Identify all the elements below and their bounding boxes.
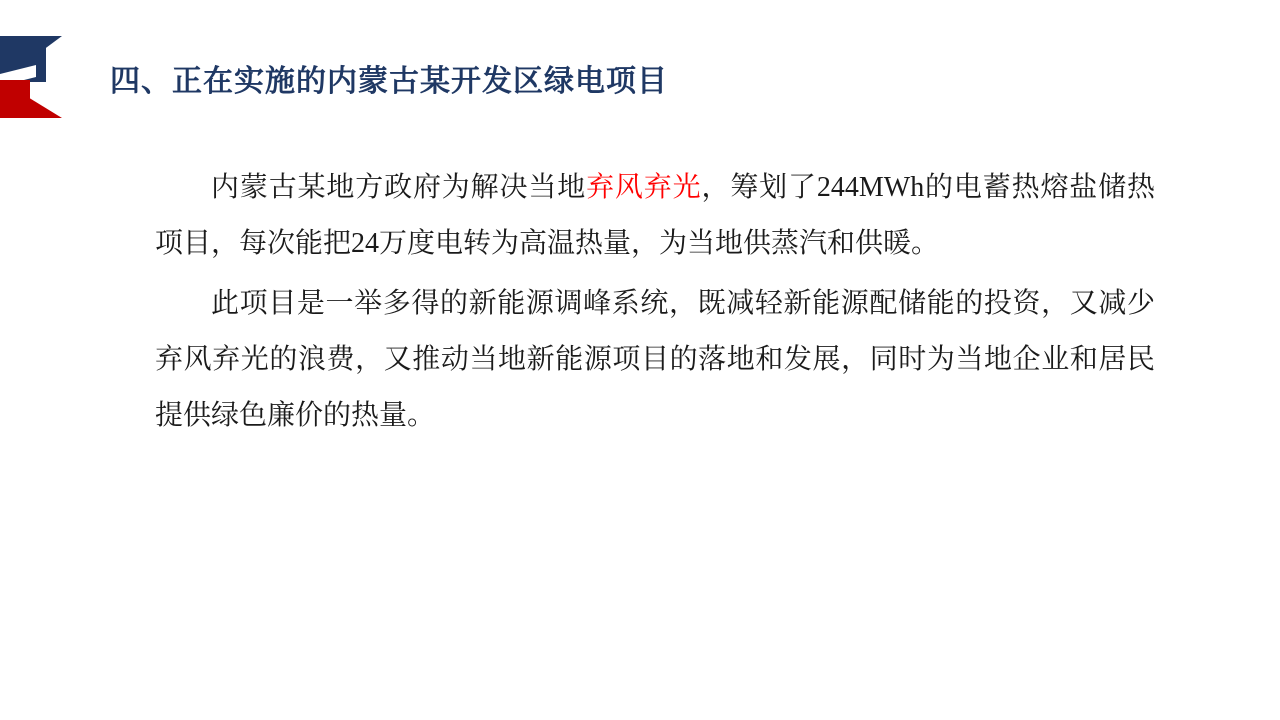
- paragraph-1: [155, 160, 1155, 272]
- paragraph-1-highlight: 弃风弃光: [586, 172, 702, 203]
- paragraph-1-text-before-highlight: 内蒙古某地方政府为解决当地: [211, 172, 587, 203]
- paragraph-2: 此项目是一举多得的新能源调峰系统，既减轻新能源配储能的投资，又减少弃风弃光的浪费，又推动当地新能源项目的落地和发展，同时为当地企业和居民提供绿色廉价的热量。: [155, 288, 1155, 431]
- corner-flag-red-wedge: [0, 80, 62, 118]
- paragraph-1-text-after-highlight: ，筹划了244MWh的电蓄热熔盐储热项目，每次能把24万度电转为高温热量，为当地供蒸汽和供暖。: [155, 172, 1155, 259]
- page-title: 四、正在实施的内蒙古某开发区绿电项目: [110, 65, 668, 98]
- decorative-corner-flag-icon: [0, 36, 72, 132]
- body-content: [155, 160, 1155, 444]
